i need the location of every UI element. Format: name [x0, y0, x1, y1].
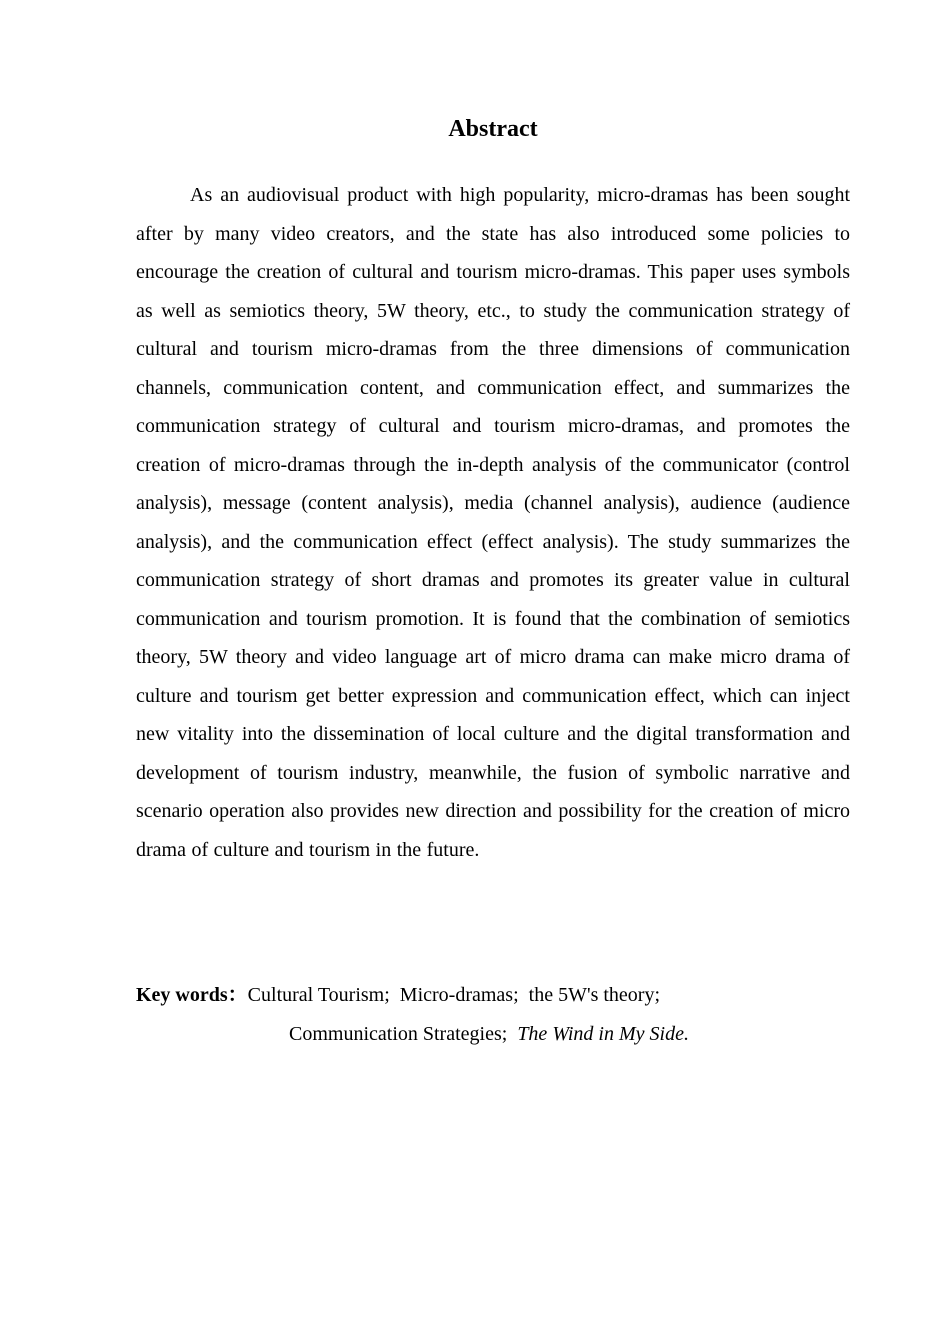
keyword-item: Micro-dramas;	[399, 984, 519, 1006]
keywords-line-2	[136, 1015, 850, 1054]
keywords-label: Key words：	[136, 984, 248, 1006]
abstract-paragraph: As an audiovisual product with high popularity, micro-dramas has been sought after by many video creators, and the state has also introduced some policies to encourage the creation of cultural and tourism micro-dramas. This paper uses symbols as well as semiotics theory, 5W theory, etc., to study the communication strategy of cultural and tourism micro-dramas from the three dimensions of communication channels, communication content, and communication effect, and summarizes the communication strategy of cultural and tourism micro-dramas, and promotes the creation of micro-dramas through the in-depth analysis of the communicator (control analysis), message (content analysis), media (channel analysis), audience (audience analysis), and the communication effect (effect analysis). The study summarizes the communication strategy of short dramas and promotes its greater value in cultural communication and tourism promotion. It is found that the combination of semiotics theory, 5W theory and video language art of micro drama can make micro drama of culture and tourism get better expression and communication effect, which can inject new vitality into the dissemination of local culture and the digital transformation and development of tourism industry, meanwhile, the fusion of symbolic narrative and scenario operation also provides new direction and possibility for the creation of micro drama of culture and tourism in the future.	[136, 184, 850, 861]
keywords-line-1	[136, 976, 850, 1015]
abstract-heading: Abstract	[448, 116, 538, 142]
keywords-section	[136, 976, 850, 1054]
keyword-item: Cultural Tourism;	[247, 984, 390, 1006]
keyword-item-italic: The Wind in My Side.	[517, 1023, 689, 1045]
keyword-item: the 5W's theory;	[528, 984, 661, 1006]
keyword-item: Communication Strategies;	[289, 1023, 508, 1045]
